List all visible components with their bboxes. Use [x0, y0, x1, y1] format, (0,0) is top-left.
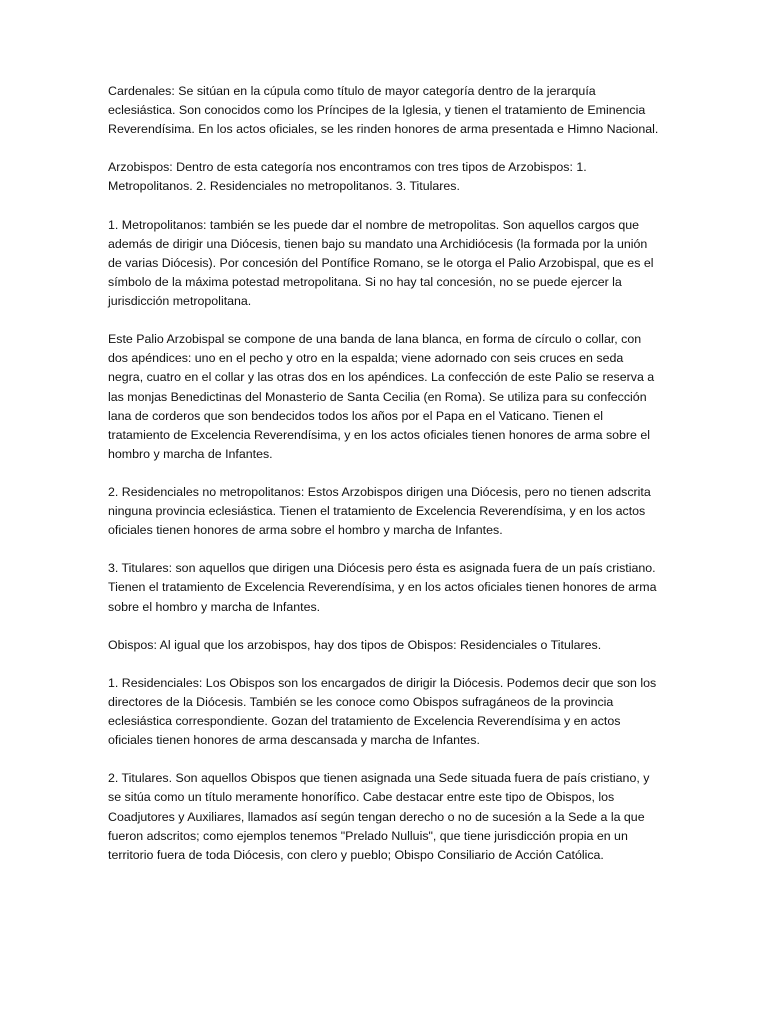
paragraph-obispos: Obispos: Al igual que los arzobispos, hay dos tipos de Obispos: Residenciales o Titulares.: [108, 637, 602, 652]
paragraph-metropolitanos: 1. Metropolitanos: también se les puede dar el nombre de metropolitas. Son aquellos cargos que además de dirigir una Diócesis, tienen bajo su mandato una Archidiócesis (la formada por la unión de varias Diócesis). Por concesión del Pontífice Romano, se le otorga el Palio Arzobispal, que es el símbolo de la máxima potestad metropolitana. Si no hay tal concesión, no se puede ejercer la jurisdicción metropolitana.: [108, 217, 654, 309]
document-page: [108, 82, 660, 865]
paragraph-obispos-residenciales: 1. Residenciales: Los Obispos son los encargados de dirigir la Diócesis. Podemos decir que son los directores de la Diócesis. También se les conoce como Obispos sufragáneos de la provincia eclesiástica correspondiente. Gozan del tratamiento de Excelencia Reverendísima y en actos oficiales tienen honores de arma descansada y marcha de Infantes.: [108, 675, 657, 748]
paragraph-cardenales: Cardenales: Se sitúan en la cúpula como título de mayor categoría dentro de la jerarquía eclesiástica. Son conocidos como los Príncipes de la Iglesia, y tienen el tratamiento de Eminencia Reverendísima. En los actos oficiales, se les rinden honores de arma presentada e Himno Nacional.: [108, 84, 659, 137]
paragraph-titulares-arzobispos: 3. Titulares: son aquellos que dirigen una Diócesis pero ésta es asignada fuera de un país cristiano. Tienen el tratamiento de Excelencia Reverendísima, y en los actos oficiales tienen honores de arma sobre el hombro y marcha de Infantes.: [108, 561, 657, 614]
paragraph-residenciales-no-metropolitanos: 2. Residenciales no metropolitanos: Estos Arzobispos dirigen una Diócesis, pero no tienen adscrita ninguna provincia eclesiástica. Tienen el tratamiento de Excelencia Reverendísima, y en los actos oficiales tienen honores de arma sobre el hombro y marcha de Infantes.: [108, 484, 651, 538]
paragraph-palio-arzobispal: Este Palio Arzobispal se compone de una banda de lana blanca, en forma de círculo o collar, con dos apéndices: uno en el pecho y otro en la espalda; viene adornado con seis cruces en seda negra, cuatro en el collar y las otras dos en los apéndices. La confección de este Palio se reserva a las monjas Benedictinas del Monasterio de Santa Cecilia (en Roma). Se utiliza para su confección lana de corderos que son bendecidos todos los años por el Papa en el Vaticano. Tienen el tratamiento de Excelencia Reverendísima, y en los actos oficiales tienen honores de arma sobre el hombro y marcha de Infantes.: [108, 332, 655, 461]
paragraph-obispos-titulares: 2. Titulares. Son aquellos Obispos que tienen asignada una Sede situada fuera de país cristiano, y se sitúa como un título meramente honorífico. Cabe destacar entre este tipo de Obispos, los Coadjutores y Auxiliares, llamados así según tengan derecho o no de sucesión a la Sede a la que fueron adscritos; como ejemplos tenemos "Prelado Nulluis", que tiene jurisdicción propia en un territorio fuera de toda Diócesis, con clero y pueblo; Obispo Consiliario de Acción Católica.: [108, 771, 650, 862]
paragraph-arzobispos: Arzobispos: Dentro de esta categoría nos encontramos con tres tipos de Arzobispos: 1. Metropolitanos. 2. Residenciales no metropolitanos. 3. Titulares.: [108, 160, 587, 194]
